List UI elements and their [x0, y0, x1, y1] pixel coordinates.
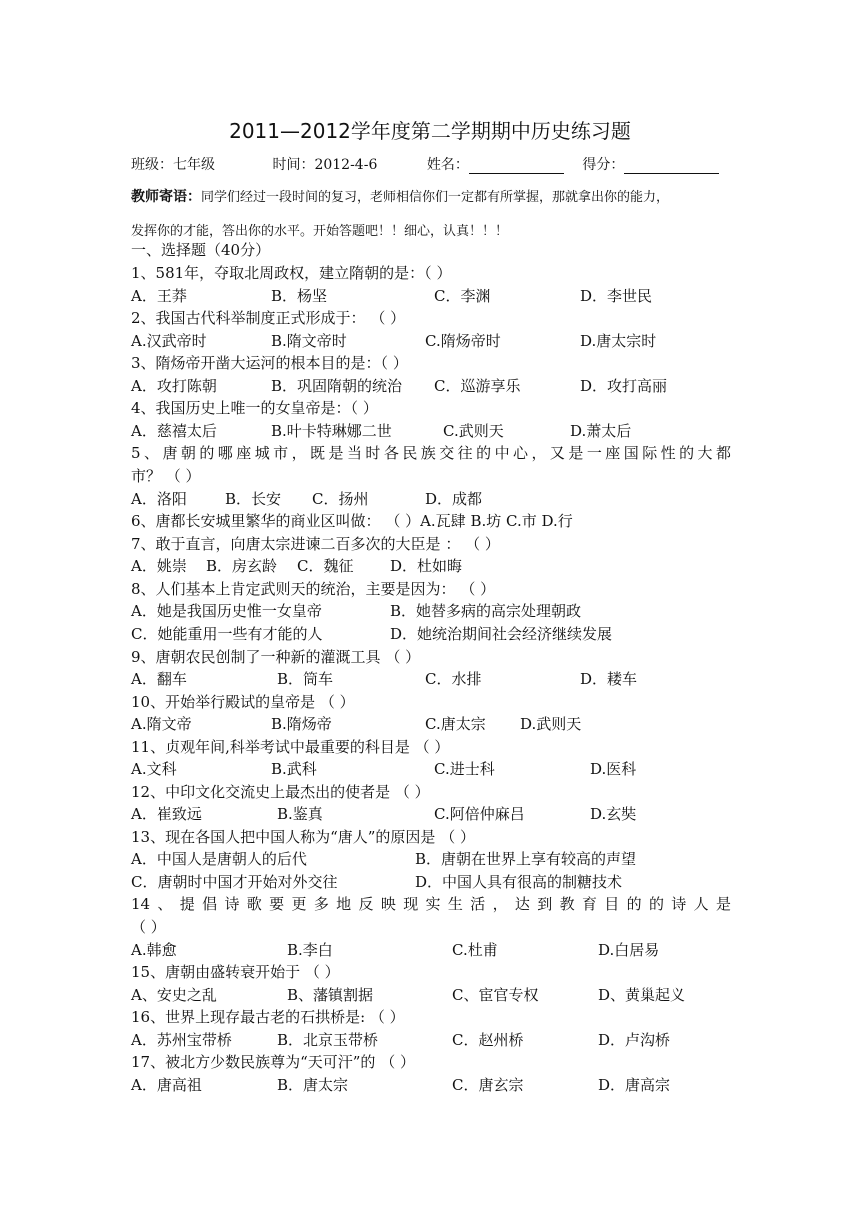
option-4b[interactable]: B.叶卡特琳娜二世 [271, 422, 392, 440]
option-3d[interactable]: D．攻打高丽 [580, 377, 668, 395]
option-17d[interactable]: D．唐高宗 [598, 1076, 671, 1094]
option-3a[interactable]: A．攻打陈朝 [131, 377, 217, 395]
name-label: 姓名： [426, 157, 469, 173]
score-label: 得分： [582, 157, 625, 173]
option-5d[interactable]: D．成都 [425, 490, 483, 508]
option-10c[interactable]: C.唐太宗 [425, 715, 486, 733]
option-1b[interactable]: B．杨坚 [271, 287, 328, 305]
question-8: 8、人们基本上肯定武则天的统治，主要是因为： （ ） [131, 580, 496, 598]
option-8c[interactable]: C．她能重用一些有才能的人 [131, 625, 323, 643]
question-6: 6、唐都长安城里繁华的商业区叫做： （ ）A.瓦肆 B.坊 C.市 D.行 [131, 512, 573, 530]
option-1c[interactable]: C．李渊 [434, 287, 491, 305]
teacher-message-line2: 发挥你的才能，答出你的水平。开始答题吧！！细心，认真！！！ [131, 224, 509, 239]
option-2b[interactable]: B.隋文帝时 [271, 332, 347, 350]
question-15: 15、唐朝由盛转衰开始于 （ ） [131, 963, 340, 981]
option-8d[interactable]: D．她统治期间社会经济继续发展 [390, 625, 613, 643]
option-8b[interactable]: B．她替多病的高宗处理朝政 [390, 602, 582, 620]
question-5: 5、唐朝的哪座城市，既是当时各民族交往的中心，又是一座国际性的大都 [131, 444, 731, 462]
option-10d[interactable]: D.武则天 [520, 715, 582, 733]
question-4: 4、我国历史上唯一的女皇帝是：（ ） [131, 399, 378, 417]
option-7a[interactable]: A．姚崇 [131, 557, 187, 575]
question-3: 3、隋炀帝开凿大运河的根本目的是：（ ） [131, 354, 408, 372]
option-3c[interactable]: C．巡游享乐 [434, 377, 521, 395]
option-9a[interactable]: A．翻车 [131, 670, 187, 688]
teacher-message-label: 教师寄语： [131, 189, 201, 205]
time-label: 时间：2012-4-6 [272, 157, 378, 173]
question-2: 2、我国古代科举制度正式形成于： （ ） [131, 309, 406, 327]
section-heading: 一、选择题（40分） [131, 241, 271, 259]
option-16b[interactable]: B．北京玉带桥 [277, 1031, 379, 1049]
option-14d[interactable]: D.白居易 [598, 941, 660, 959]
option-3b[interactable]: B．巩固隋朝的统治 [271, 377, 403, 395]
option-15a[interactable]: A、安史之乱 [131, 986, 217, 1004]
option-14b[interactable]: B.李白 [287, 941, 333, 959]
option-11a[interactable]: A.文科 [131, 760, 177, 778]
question-14: 14、提倡诗歌要更多地反映现实生活，达到教育目的的诗人是 [131, 895, 731, 913]
teacher-message-line1: 教师寄语：同学们经过一段时间的复习，老师相信你们一定都有所掌握，那就拿出你的能力， [131, 189, 670, 205]
question-12: 12、中印文化交流史上最杰出的使者是 （ ） [131, 783, 430, 801]
option-11c[interactable]: C.进士科 [434, 760, 495, 778]
option-14a[interactable]: A.韩愈 [131, 941, 177, 959]
question-11: 11、贞观年间,科举考试中最重要的科目是 （ ） [131, 738, 450, 756]
option-15c[interactable]: C、宦官专权 [452, 986, 539, 1004]
option-4a[interactable]: A．慈禧太后 [131, 422, 217, 440]
question-16: 16、世界上现存最古老的石拱桥是: （ ） [131, 1008, 405, 1026]
option-13a[interactable]: A．中国人是唐朝人的后代 [131, 850, 307, 868]
score-blank[interactable] [624, 159, 719, 174]
option-9b[interactable]: B．筒车 [277, 670, 334, 688]
question-10: 10、开始举行殿试的皇帝是 （ ） [131, 693, 355, 711]
question-9: 9、唐朝农民创制了一种新的灌溉工具 （ ） [131, 648, 421, 666]
question-1: 1、581年，夺取北周政权，建立隋朝的是：（ ） [131, 264, 452, 282]
option-17b[interactable]: B．唐太宗 [277, 1076, 349, 1094]
option-16d[interactable]: D．卢沟桥 [598, 1031, 671, 1049]
page-title: 2011—2012学年度第二学期期中历史练习题 [229, 119, 631, 143]
option-1a[interactable]: A．王莽 [131, 287, 187, 305]
option-14c[interactable]: C.杜甫 [452, 941, 498, 959]
question-17: 17、被北方少数民族尊为“天可汗”的 （ ） [131, 1053, 415, 1071]
option-4c[interactable]: C.武则天 [443, 422, 504, 440]
option-12b[interactable]: B.鉴真 [277, 805, 323, 823]
option-2c[interactable]: C.隋炀帝时 [425, 332, 501, 350]
option-2a[interactable]: A.汉武帝时 [131, 332, 207, 350]
option-15b[interactable]: B、藩镇割据 [287, 986, 374, 1004]
option-5c[interactable]: C．扬州 [312, 490, 369, 508]
option-7b[interactable]: B．房玄龄 [206, 557, 278, 575]
student-info-row [131, 154, 719, 174]
option-11d[interactable]: D.医科 [590, 760, 637, 778]
option-1d[interactable]: D．李世民 [580, 287, 653, 305]
option-16c[interactable]: C．赵州桥 [452, 1031, 524, 1049]
name-blank[interactable] [469, 159, 564, 174]
option-9c[interactable]: C．水排 [425, 670, 482, 688]
option-13c[interactable]: C．唐朝时中国才开始对外交往 [131, 873, 338, 891]
option-7d[interactable]: D．杜如晦 [390, 557, 463, 575]
option-13b[interactable]: B．唐朝在世界上享有较高的声望 [415, 850, 637, 868]
option-13d[interactable]: D．中国人具有很高的制糖技术 [415, 873, 623, 891]
option-15d[interactable]: D、黄巢起义 [598, 986, 686, 1004]
option-8a[interactable]: A．她是我国历史惟一女皇帝 [131, 602, 322, 620]
question-7: 7、敢于直言，向唐太宗进谏二百多次的大臣是 ： （ ） [131, 535, 500, 553]
option-10a[interactable]: A.隋文帝 [131, 715, 192, 733]
option-10b[interactable]: B.隋炀帝 [271, 715, 332, 733]
option-12c[interactable]: C.阿倍仲麻吕 [434, 805, 525, 823]
option-17a[interactable]: A．唐高祖 [131, 1076, 202, 1094]
option-9d[interactable]: D．耧车 [580, 670, 638, 688]
class-label: 班级：七年级 [131, 157, 215, 173]
option-5a[interactable]: A．洛阳 [131, 490, 187, 508]
question-5-cont: 市？ （ ） [131, 467, 201, 485]
option-12d[interactable]: D.玄奘 [590, 805, 637, 823]
option-17c[interactable]: C．唐玄宗 [452, 1076, 524, 1094]
question-14-cont: （ ） [131, 918, 166, 936]
option-5b[interactable]: B．长安 [225, 490, 282, 508]
option-16a[interactable]: A．苏州宝带桥 [131, 1031, 232, 1049]
option-4d[interactable]: D.萧太后 [570, 422, 632, 440]
question-13: 13、现在各国人把中国人称为“唐人”的原因是 （ ） [131, 828, 475, 846]
option-11b[interactable]: B.武科 [271, 760, 317, 778]
option-2d[interactable]: D.唐太宗时 [580, 332, 657, 350]
option-7c[interactable]: C．魏征 [297, 557, 354, 575]
option-12a[interactable]: A．崔致远 [131, 805, 202, 823]
